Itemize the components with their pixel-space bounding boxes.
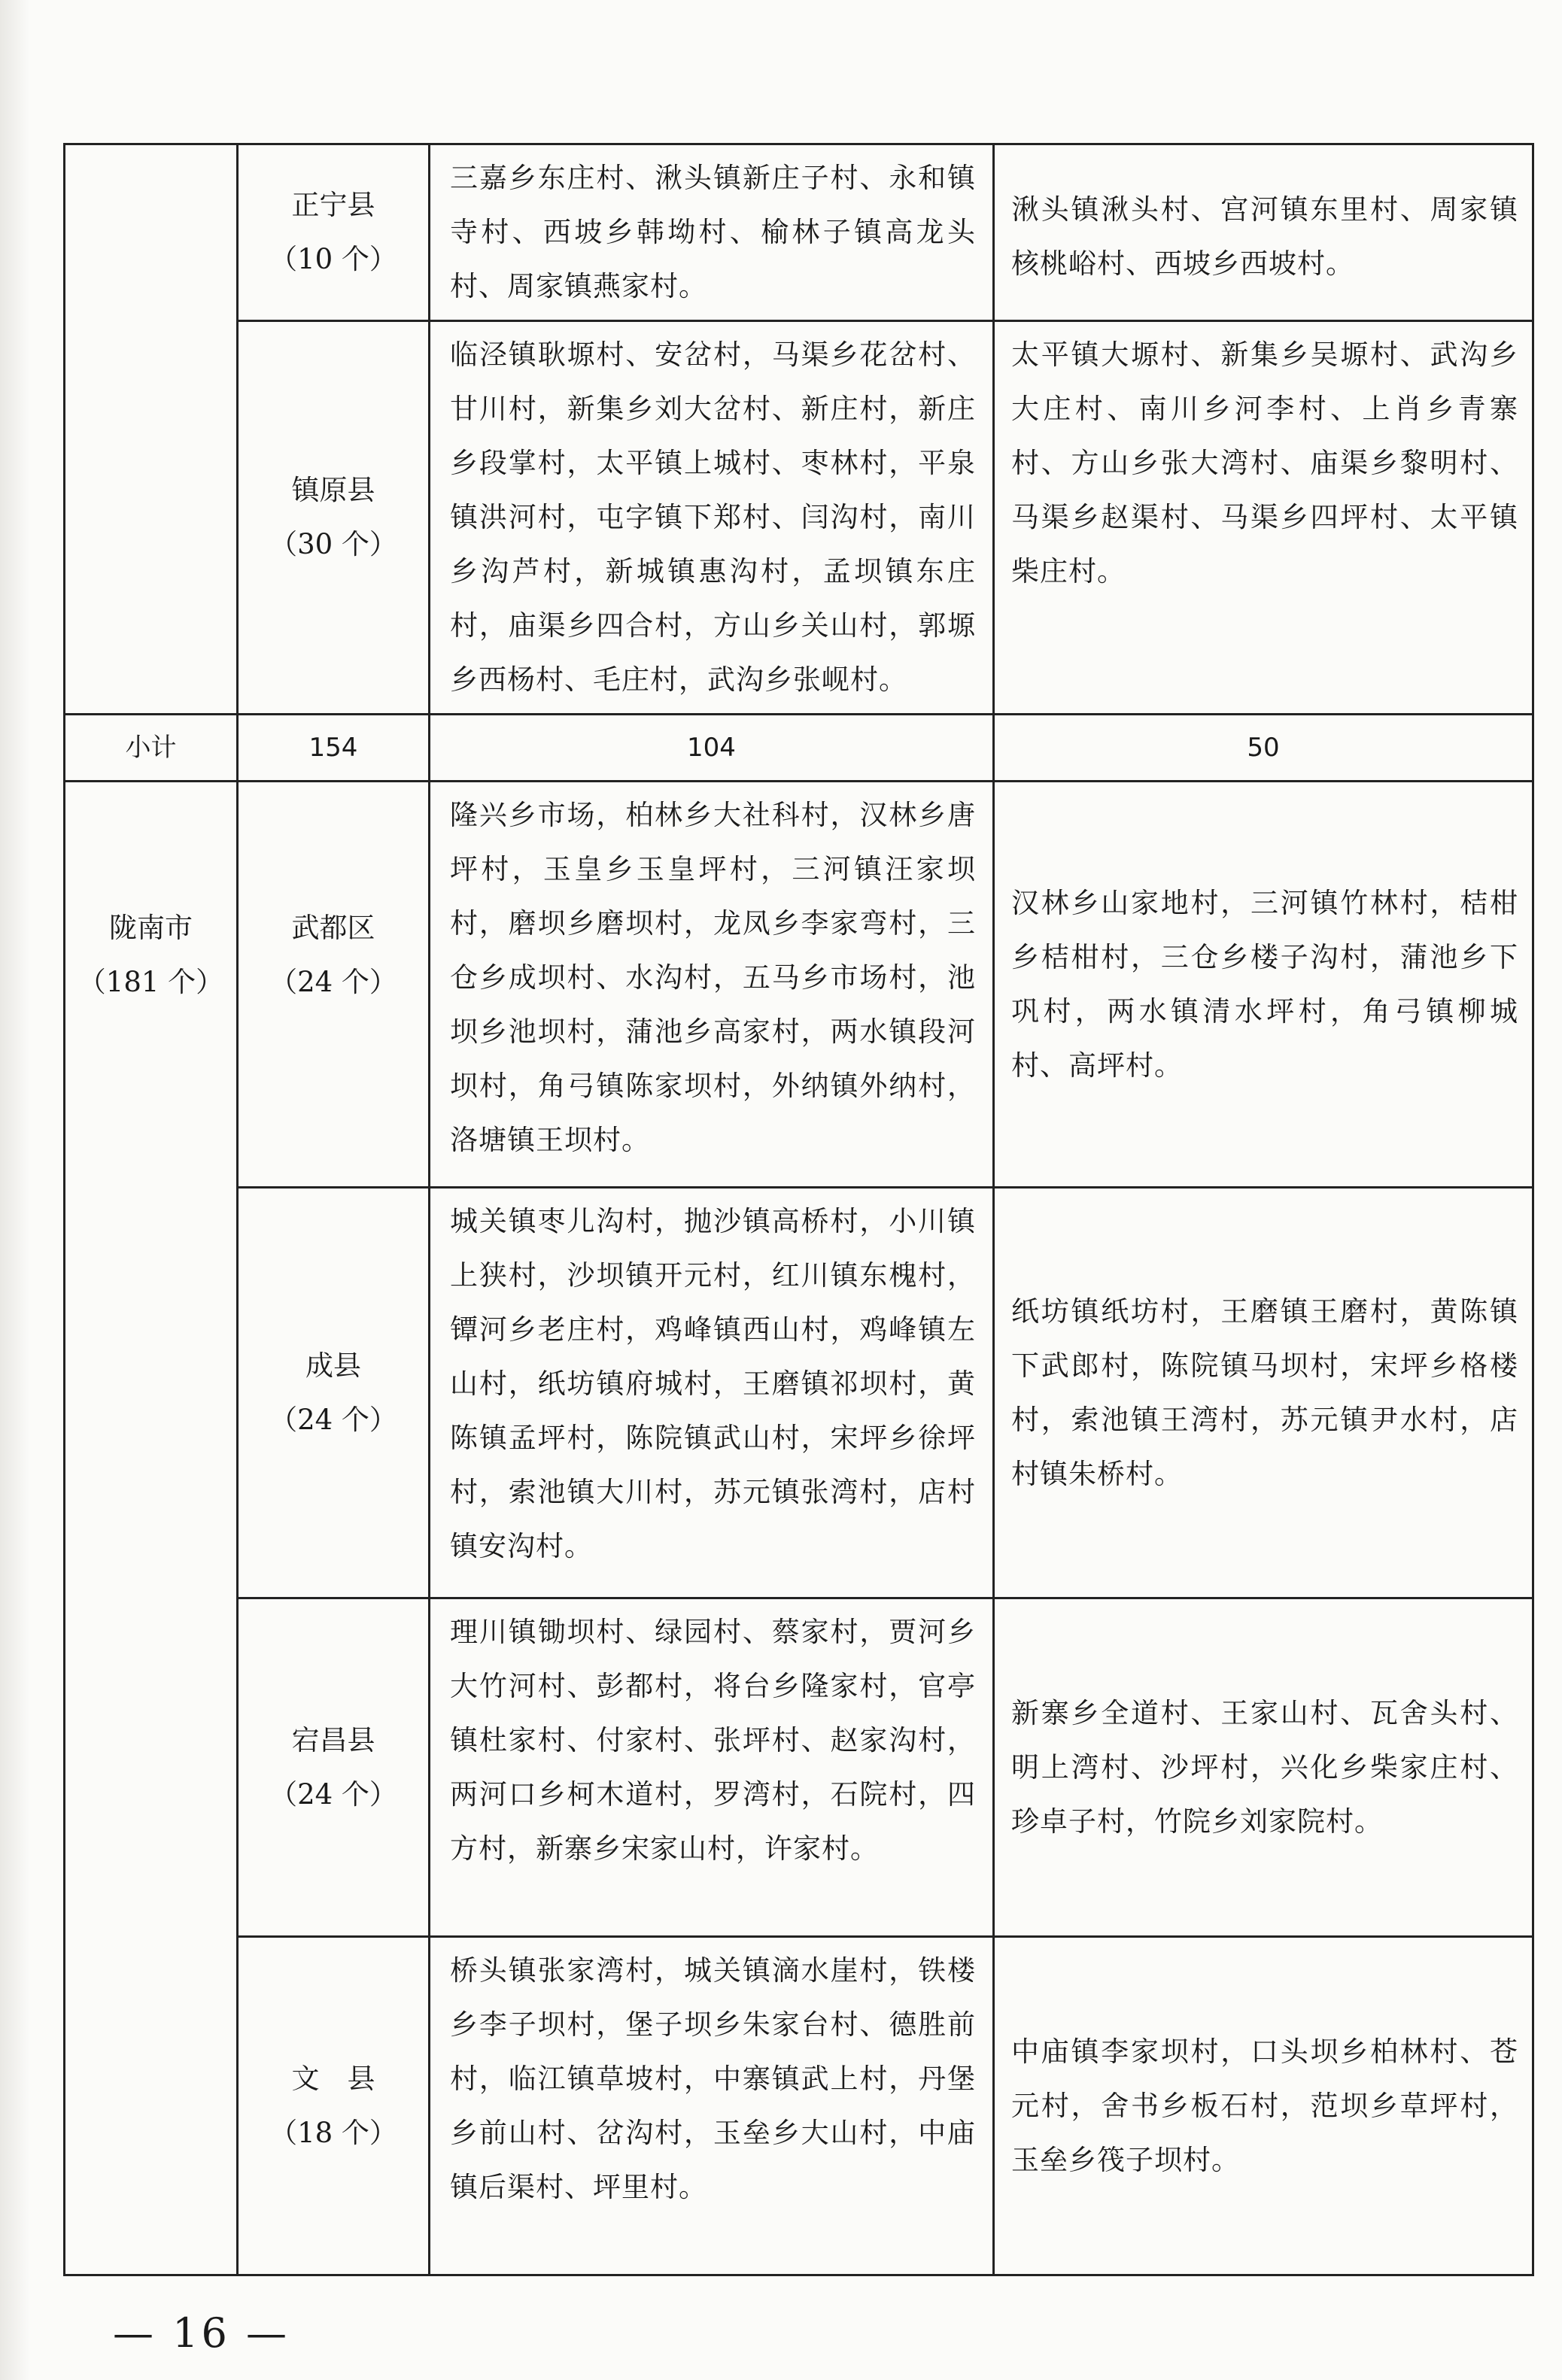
alt-village-list-cell: 汉林乡山家地村，三河镇竹林村，桔柑乡桔柑村，三仓乡楼子沟村，蒲池乡下巩村，两水镇清水坪村，角弓镇柳城村、高坪村。 xyxy=(994,782,1533,1188)
county-name: 正宁县 xyxy=(291,189,375,221)
county-count: （18 个） xyxy=(269,2116,397,2149)
village-list-cell: 三嘉乡东庄村、湫头镇新庄子村、永和镇寺村、西坡乡韩坳村、榆林子镇高龙头村、周家镇燕家村。 xyxy=(430,144,994,321)
county-cell xyxy=(238,144,430,321)
county-name: 镇原县 xyxy=(291,474,375,506)
subtotal-row xyxy=(65,715,1533,782)
city-count: （181 个） xyxy=(77,966,224,998)
county-count: （24 个） xyxy=(269,966,397,998)
county-cell xyxy=(238,1937,430,2275)
county-name: 武都区 xyxy=(291,912,375,944)
village-list-cell: 理川镇锄坝村、绿园村、蔡家村，贾河乡大竹河村、彭都村，将台乡隆家村，官亭镇杜家村、付家村、张坪村、赵家沟村，两河口乡柯木道村，罗湾村，石院村，四方村，新寨乡宋家山村，许家村。 xyxy=(430,1598,994,1937)
village-list-cell: 城关镇枣儿沟村，抛沙镇高桥村，小川镇上狭村，沙坝镇开元村，红川镇东槐村，镡河乡老庄村，鸡峰镇西山村，鸡峰镇左山村，纸坊镇府城村，王磨镇祁坝村，黄陈镇孟坪村，陈院镇武山村，宋坪乡徐坪村，索池镇大川村，苏元镇张湾村，店村镇安沟村。 xyxy=(430,1188,994,1598)
county-name: 宕昌县 xyxy=(291,1723,375,1756)
table-row xyxy=(65,321,1533,715)
table-row xyxy=(65,1937,1533,2275)
subtotal-label: 小计 xyxy=(65,715,238,782)
table-row xyxy=(65,144,1533,321)
subtotal-alt: 50 xyxy=(994,715,1533,782)
county-count: （24 个） xyxy=(269,1403,397,1436)
county-count: （10 个） xyxy=(269,243,397,275)
page-edge-shadow xyxy=(0,0,30,2380)
alt-village-list-cell: 中庙镇李家坝村，口头坝乡柏林村、苍元村，舍书乡板石村，范坝乡草坪村，玉垒乡筏子坝村。 xyxy=(994,1937,1533,2275)
county-count: （30 个） xyxy=(269,528,397,560)
page-number: — 16 — xyxy=(113,2309,290,2357)
city-cell xyxy=(65,782,238,2275)
county-cell xyxy=(238,1598,430,1937)
table-row xyxy=(65,1188,1533,1598)
table-row xyxy=(65,1598,1533,1937)
county-count: （24 个） xyxy=(269,1777,397,1811)
county-cell xyxy=(238,1188,430,1598)
county-name: 成县 xyxy=(305,1349,361,1382)
village-list-cell: 临泾镇耿塬村、安岔村，马渠乡花岔村、甘川村，新集乡刘大岔村、新庄村，新庄乡段掌村，太平镇上城村、枣林村，平泉镇洪河村，屯字镇下郑村、闫沟村，南川乡沟芦村，新城镇惠沟村，孟坝镇东庄村，庙渠乡四合村，方山乡关山村，郭塬乡西杨村、毛庄村，武沟乡张岘村。 xyxy=(430,321,994,715)
alt-village-list-cell: 太平镇大塬村、新集乡吴塬村、武沟乡大庄村、南川乡河李村、上肖乡青寨村、方山乡张大湾村、庙渠乡黎明村、马渠乡赵渠村、马渠乡四坪村、太平镇柴庄村。 xyxy=(994,321,1533,715)
village-list-cell: 桥头镇张家湾村，城关镇滴水崖村，铁楼乡李子坝村，堡子坝乡朱家台村、德胜前村，临江镇草坡村，中寨镇武上村，丹堡乡前山村、岔沟村，玉垒乡大山村，中庙镇后渠村、坪里村。 xyxy=(430,1937,994,2275)
county-name: 文 县 xyxy=(291,2062,375,2095)
county-cell xyxy=(238,321,430,715)
alt-village-list-cell: 新寨乡全道村、王家山村、瓦舍头村、明上湾村、沙坪村，兴化乡柴家庄村、珍卓子村，竹院乡刘家院村。 xyxy=(994,1598,1533,1937)
city-name: 陇南市 xyxy=(109,912,193,944)
alt-village-list-cell: 湫头镇湫头村、宫河镇东里村、周家镇核桃峪村、西坡乡西坡村。 xyxy=(994,144,1533,321)
table-row xyxy=(65,782,1533,1188)
village-list-cell: 隆兴乡市场，柏林乡大社科村，汉林乡唐坪村，玉皇乡玉皇坪村，三河镇汪家坝村，磨坝乡磨坝村，龙凤乡李家弯村，三仓乡成坝村、水沟村，五马乡市场村，池坝乡池坝村，蒲池乡高家村，两水镇段河坝村，角弓镇陈家坝村，外纳镇外纳村，洛塘镇王坝村。 xyxy=(430,782,994,1188)
city-cell-empty xyxy=(65,144,238,715)
subtotal-main: 104 xyxy=(430,715,994,782)
alt-village-list-cell: 纸坊镇纸坊村，王磨镇王磨村，黄陈镇下武郎村，陈院镇马坝村，宋坪乡格楼村，索池镇王湾村，苏元镇尹水村，店村镇朱桥村。 xyxy=(994,1188,1533,1598)
subtotal-total: 154 xyxy=(238,715,430,782)
county-cell xyxy=(238,782,430,1188)
village-list-table xyxy=(63,143,1534,2276)
